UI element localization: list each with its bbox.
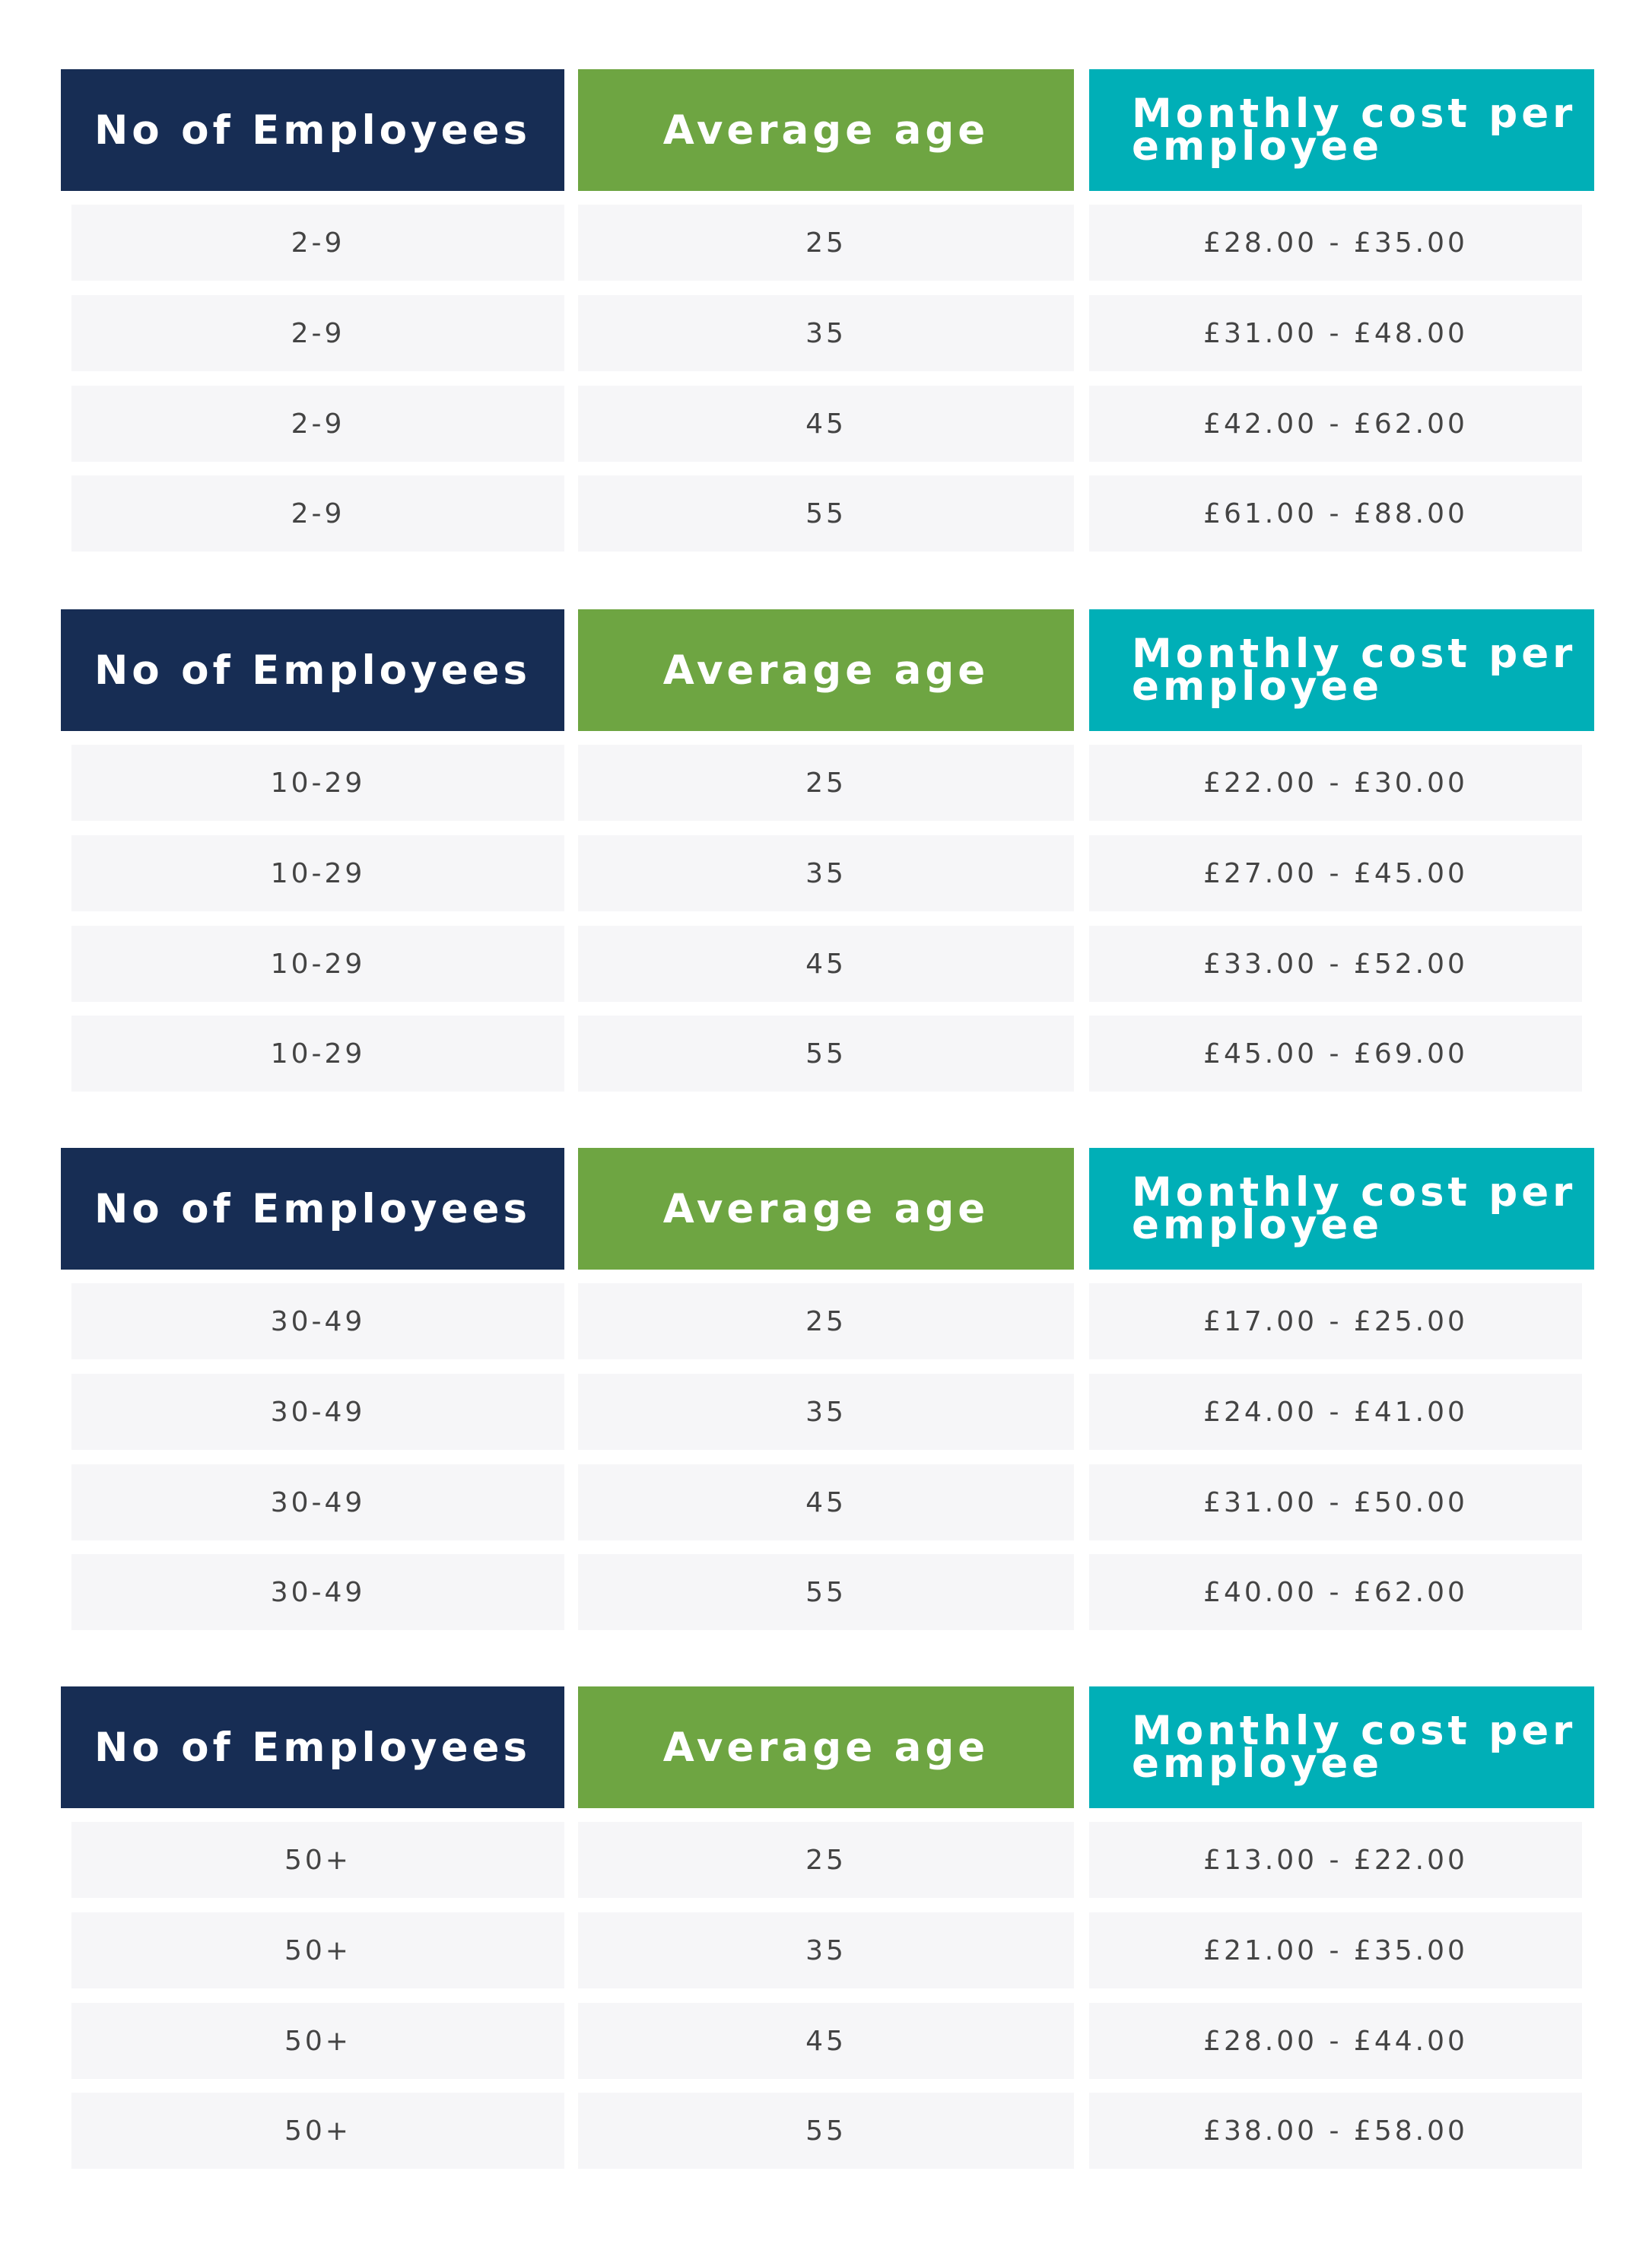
age-cell: 25 [578, 205, 1074, 281]
table-row [0, 926, 1652, 1002]
age-cell: 45 [578, 1464, 1074, 1540]
employees-cell: 30-49 [71, 1374, 564, 1450]
table-row [0, 205, 1652, 281]
age-cell: 55 [578, 2093, 1074, 2169]
employees-cell: 2-9 [71, 295, 564, 371]
employees-cell: 50+ [71, 2093, 564, 2169]
cost-cell: £28.00 - £35.00 [1089, 205, 1582, 281]
table-row [0, 1912, 1652, 1988]
table-row [0, 295, 1652, 371]
employees-cell: 2-9 [71, 386, 564, 462]
employees-cell: 30-49 [71, 1283, 564, 1359]
cost-cell: £61.00 - £88.00 [1089, 475, 1582, 552]
header-average-age: Average age [578, 69, 1074, 191]
employees-cell: 30-49 [71, 1554, 564, 1630]
table-row [0, 2093, 1652, 2169]
table-row [0, 1283, 1652, 1359]
pricing-table-2-9 [0, 69, 1652, 556]
cost-cell: £33.00 - £52.00 [1089, 926, 1582, 1002]
age-cell: 55 [578, 1554, 1074, 1630]
age-cell: 25 [578, 745, 1074, 821]
employees-cell: 10-29 [71, 745, 564, 821]
header-average-age: Average age [578, 1686, 1074, 1808]
table-row [0, 2003, 1652, 2079]
header-no-of-employees: No of Employees [61, 1686, 564, 1808]
age-cell: 35 [578, 835, 1074, 911]
cost-cell: £13.00 - £22.00 [1089, 1822, 1582, 1898]
cost-cell: £21.00 - £35.00 [1089, 1912, 1582, 1988]
header-monthly-cost-label: Monthly cost per employee [1132, 1708, 1577, 1787]
age-cell: 55 [578, 1016, 1074, 1092]
age-cell: 45 [578, 386, 1074, 462]
age-cell: 35 [578, 295, 1074, 371]
table-row [0, 1016, 1652, 1092]
table-row [0, 1374, 1652, 1450]
table-row [0, 835, 1652, 911]
employees-cell: 10-29 [71, 835, 564, 911]
header-monthly-cost-label: Monthly cost per employee [1132, 631, 1577, 710]
cost-cell: £31.00 - £50.00 [1089, 1464, 1582, 1540]
header-monthly-cost [1089, 69, 1594, 191]
pricing-table-30-49 [0, 1148, 1652, 1635]
cost-cell: £38.00 - £58.00 [1089, 2093, 1582, 2169]
cost-cell: £22.00 - £30.00 [1089, 745, 1582, 821]
table-row [0, 1554, 1652, 1630]
employees-cell: 2-9 [71, 205, 564, 281]
employees-cell: 50+ [71, 1912, 564, 1988]
employees-cell: 50+ [71, 2003, 564, 2079]
header-monthly-cost [1089, 609, 1594, 731]
header-monthly-cost [1089, 1148, 1594, 1270]
table-row [0, 475, 1652, 552]
age-cell: 25 [578, 1822, 1074, 1898]
age-cell: 45 [578, 2003, 1074, 2079]
table-row [0, 386, 1652, 462]
header-average-age: Average age [578, 1148, 1074, 1270]
cost-cell: £27.00 - £45.00 [1089, 835, 1582, 911]
header-monthly-cost [1089, 1686, 1594, 1808]
table-row [0, 745, 1652, 821]
pricing-table-50-plus [0, 1686, 1652, 2173]
header-monthly-cost-label: Monthly cost per employee [1132, 91, 1577, 170]
cost-cell: £17.00 - £25.00 [1089, 1283, 1582, 1359]
cost-cell: £28.00 - £44.00 [1089, 2003, 1582, 2079]
age-cell: 45 [578, 926, 1074, 1002]
cost-cell: £24.00 - £41.00 [1089, 1374, 1582, 1450]
age-cell: 35 [578, 1912, 1074, 1988]
employees-cell: 10-29 [71, 926, 564, 1002]
age-cell: 55 [578, 475, 1074, 552]
cost-cell: £40.00 - £62.00 [1089, 1554, 1582, 1630]
header-no-of-employees: No of Employees [61, 609, 564, 731]
header-no-of-employees: No of Employees [61, 1148, 564, 1270]
age-cell: 35 [578, 1374, 1074, 1450]
employees-cell: 50+ [71, 1822, 564, 1898]
cost-cell: £45.00 - £69.00 [1089, 1016, 1582, 1092]
pricing-table-10-29 [0, 609, 1652, 1096]
employees-cell: 2-9 [71, 475, 564, 552]
cost-cell: £42.00 - £62.00 [1089, 386, 1582, 462]
age-cell: 25 [578, 1283, 1074, 1359]
header-monthly-cost-label: Monthly cost per employee [1132, 1169, 1577, 1248]
header-average-age: Average age [578, 609, 1074, 731]
employees-cell: 30-49 [71, 1464, 564, 1540]
employees-cell: 10-29 [71, 1016, 564, 1092]
table-row [0, 1822, 1652, 1898]
header-no-of-employees: No of Employees [61, 69, 564, 191]
table-row [0, 1464, 1652, 1540]
cost-cell: £31.00 - £48.00 [1089, 295, 1582, 371]
